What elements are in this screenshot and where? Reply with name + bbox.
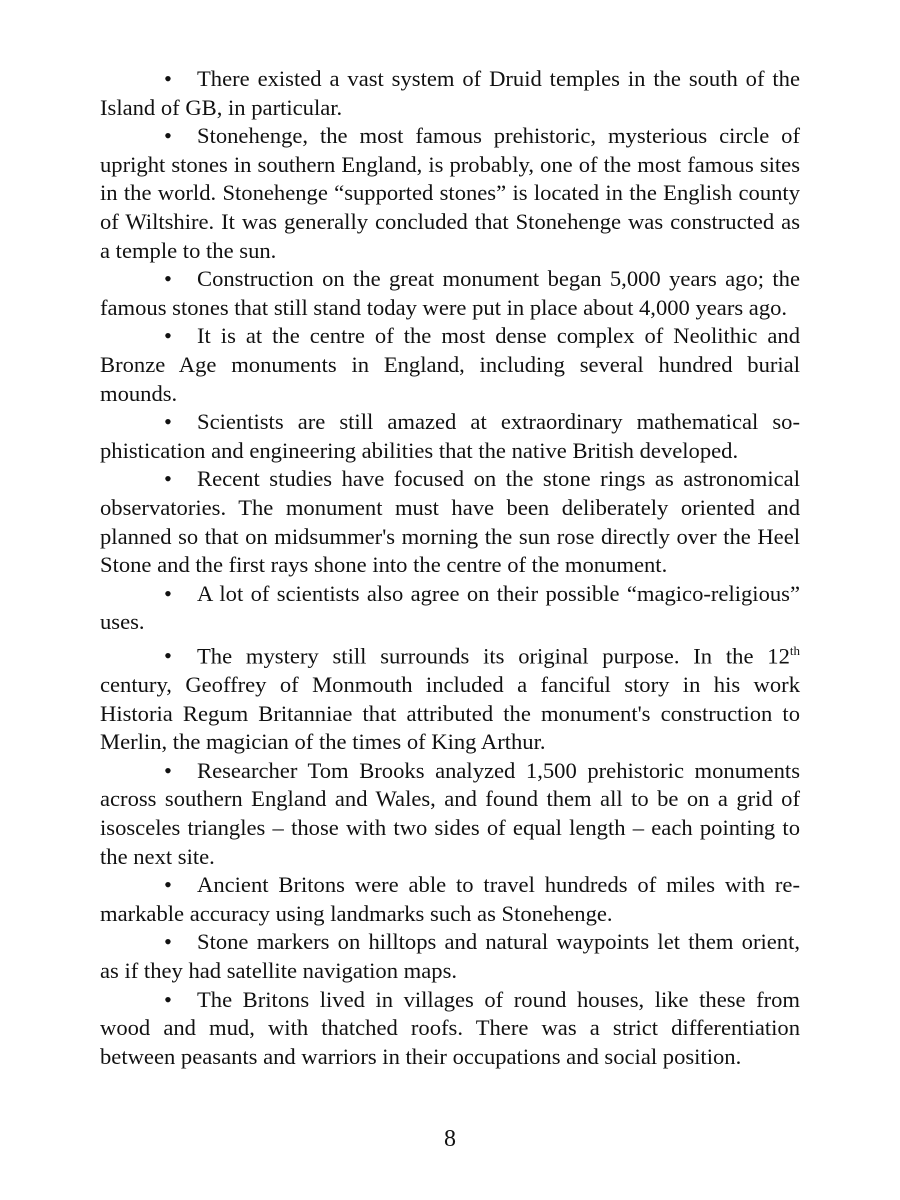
bullet-item — [100, 322, 800, 408]
bullet-icon: • — [164, 986, 172, 1012]
bullet-item — [100, 265, 800, 322]
bullet-item — [100, 122, 800, 265]
bullet-icon: • — [164, 872, 172, 898]
bullet-icon: • — [164, 757, 172, 783]
bullet-text: Researcher Tom Brooks analyzed 1,500 prehistoric monuments across southern England and Wales, and found them all to be on a grid of isosceles triangles – those with two sides of equal length – each pointing to the next site. — [100, 757, 800, 869]
bullet-item — [100, 65, 800, 122]
bullet-text: Construction on the great monument began 5,000 years ago; the famous stones that still stand today were put in place about 4,000 years ago. — [100, 266, 800, 320]
bullet-item — [100, 580, 800, 637]
bullet-text: There existed a vast system of Druid temples in the south of the Island of GB, in particular. — [100, 66, 800, 120]
bullet-icon: • — [164, 123, 172, 149]
bullet-text: The mystery still surrounds its original purpose. In the 12 — [197, 643, 790, 669]
bullet-text: A lot of scientists also agree on their possible “magico-religious” uses. — [100, 580, 800, 635]
bullet-item — [100, 637, 800, 757]
bullet-icon: • — [164, 323, 172, 349]
bullet-icon: • — [164, 266, 172, 292]
bullet-icon: • — [164, 409, 172, 435]
bullet-text: century, Geoffrey of Monmouth included a fanciful story in his work Historia Regum Britanniae that attributed the monument's construction to Merlin, the magician of the times of King Arthur. — [100, 672, 800, 755]
bullet-item — [100, 465, 800, 579]
superscript-th: th — [789, 642, 800, 658]
bullet-text: Recent studies have focused on the stone rings as astronomical observatories. The monument must have been deliberately oriented and planned so that on midsummer's morning the sun rose directly over the Heel Stone and the first rays shone into the centre of the monument. — [100, 466, 800, 578]
bullet-icon: • — [164, 66, 172, 91]
bullet-icon: • — [164, 929, 172, 955]
bullet-icon: • — [164, 466, 172, 492]
bullet-icon: • — [164, 643, 172, 669]
bullet-item — [100, 757, 800, 871]
bullet-item — [100, 871, 800, 928]
bullet-text: Ancient Britons were able to travel hundreds of miles with remarkable accuracy using landmarks such as Stonehenge. — [100, 872, 800, 926]
bullet-text: Stone markers on hilltops and natural waypoints let them orient, as if they had satellite navigation maps. — [100, 929, 800, 983]
bullet-list — [100, 65, 800, 1071]
bullet-item — [100, 928, 800, 985]
bullet-text: Scientists are still amazed at extraordinary mathematical sophistication and engineering abilities that the native British developed. — [100, 409, 800, 463]
bullet-text: Stonehenge, the most famous prehistoric, mysterious circle of upright stones in southern England, is probably, one of the most famous sites in the world. Stonehenge “supported stones” is located in the English county of Wiltshire. It was generally concluded that Stonehenge was constructed as a temple to the sun. — [100, 123, 800, 263]
page-number: 8 — [444, 1126, 456, 1152]
bullet-text: The Britons lived in villages of round houses, like these from wood and mud, with thatched roofs. There was a strict differentiation between peasants and warriors in their occupations and social position. — [100, 986, 800, 1069]
bullet-item — [100, 408, 800, 465]
bullet-icon: • — [164, 580, 172, 606]
bullet-text: It is at the centre of the most dense complex of Neolithic and Bronze Age monuments in England, including several hundred burial mounds. — [100, 323, 800, 406]
document-page — [100, 65, 800, 1071]
bullet-item — [100, 986, 800, 1072]
